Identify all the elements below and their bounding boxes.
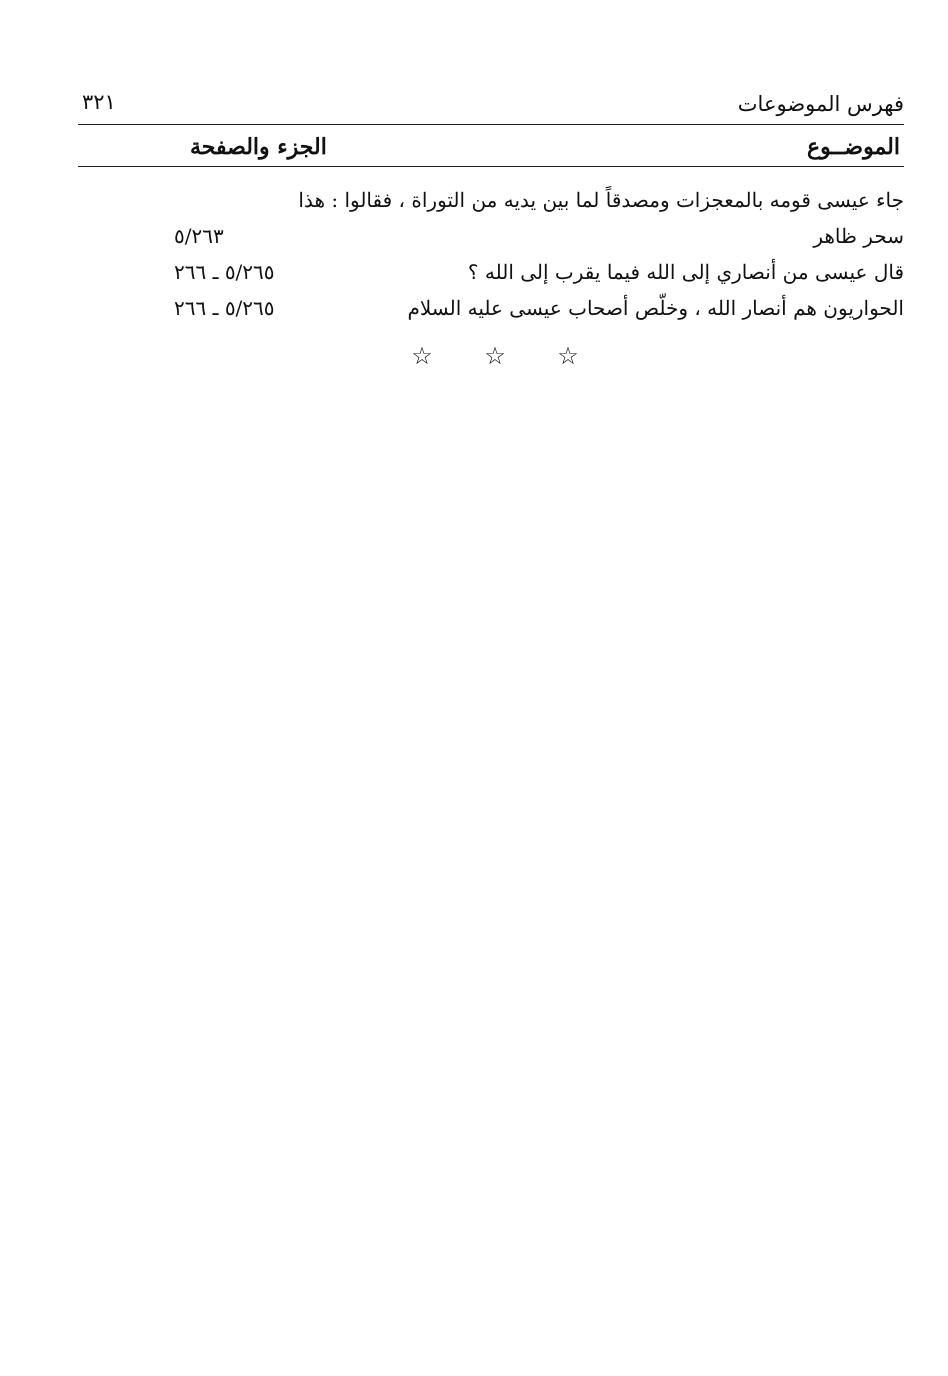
index-entry xyxy=(78,220,904,256)
index-entry xyxy=(78,292,904,328)
star-icon: ☆ xyxy=(411,342,433,370)
end-ornament xyxy=(410,342,580,370)
running-header xyxy=(78,86,904,124)
entry-topic: قال عيسى من أنصاري إلى الله فيما يقرب إلى الله ؟ xyxy=(467,260,904,284)
column-header-divider xyxy=(78,166,904,167)
page-number: ٣٢١ xyxy=(82,90,116,114)
star-icon: ☆ xyxy=(484,342,506,370)
entry-topic: الحواريون هم أنصار الله ، وخلّص أصحاب عيسى عليه السلام xyxy=(407,296,904,320)
entry-page-ref: ٥/٢٦٥ ـ ٢٦٦ xyxy=(174,296,275,320)
entry-page-ref: ٥/٢٦٥ ـ ٢٦٦ xyxy=(174,260,275,284)
index-entry xyxy=(78,256,904,292)
index-entries xyxy=(78,184,904,328)
column-header-pages: الجزء والصفحة xyxy=(190,134,327,160)
running-title: فهرس الموضوعات xyxy=(737,92,904,116)
entry-page-ref: ٥/٢٦٣ xyxy=(174,224,224,248)
header-divider xyxy=(78,124,904,125)
index-entry xyxy=(78,184,904,220)
entry-topic: جاء عيسى قومه بالمعجزات ومصدقاً لما بين يديه من التوراة ، فقالوا : هذا xyxy=(298,188,904,212)
star-icon: ☆ xyxy=(557,342,579,370)
column-header-topic: الموضــوع xyxy=(807,134,900,160)
entry-topic: سحر ظاهر xyxy=(813,224,904,248)
